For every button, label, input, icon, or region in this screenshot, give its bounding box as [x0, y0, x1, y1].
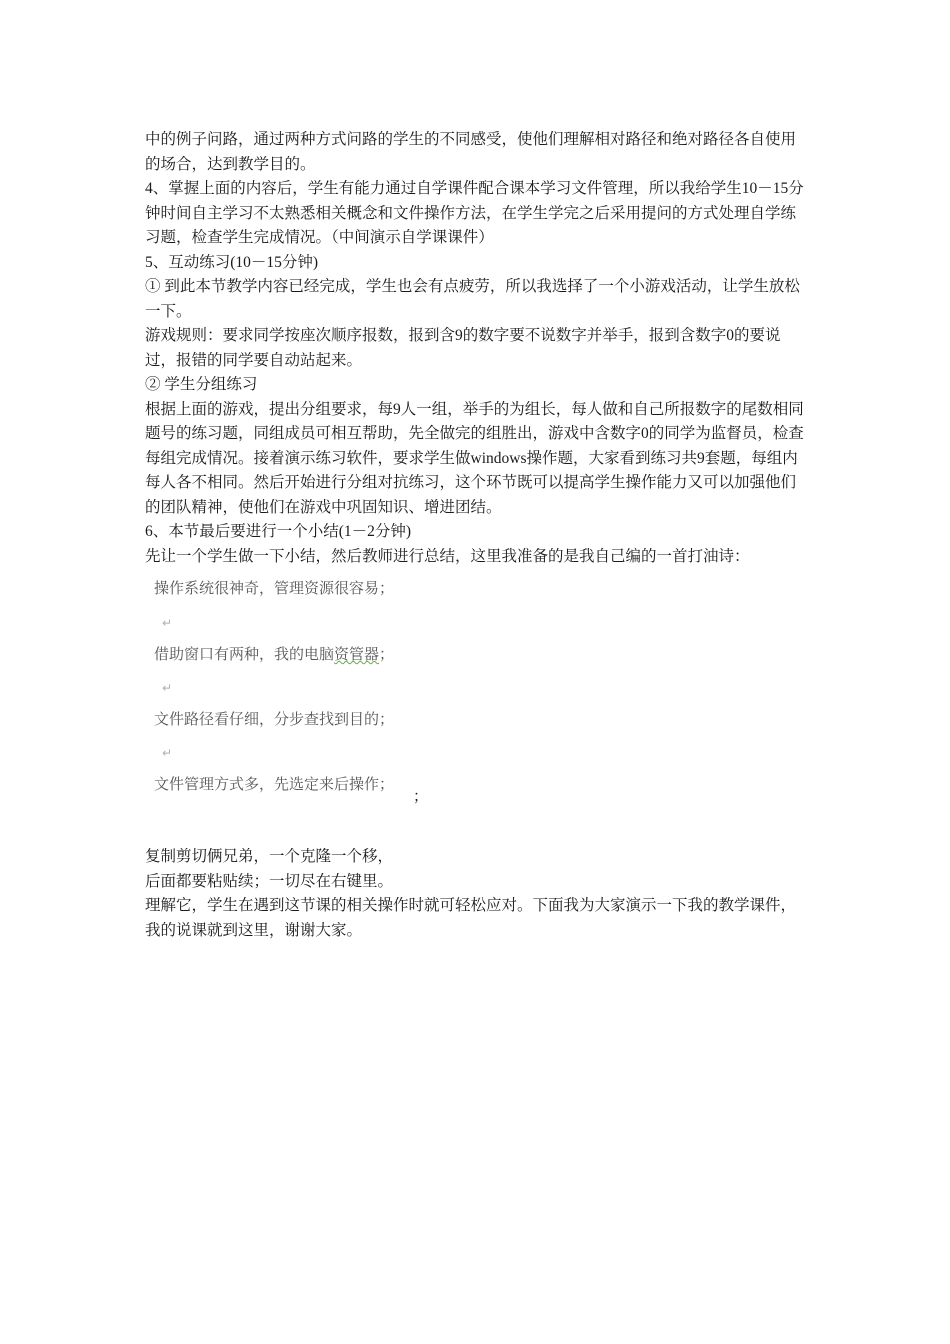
paragraph: 4、掌握上面的内容后，学生有能力通过自学课件配合课本学习文件管理，所以我给学生10－15分钟时间自主学习不太熟悉相关概念和文件操作方法，在学生学完之后采用提问的方式处理自学练习题，检查学生完成情况。（中间演示自学课课件） — [145, 180, 804, 246]
paragraph: 复制剪切俩兄弟，一个克隆一个移， — [145, 848, 394, 865]
paragraph: 5、互动练习(10－15分钟) — [145, 253, 319, 271]
return-mark-icon: ↵ — [162, 746, 173, 760]
trailing-semicolon: ； — [413, 789, 429, 805]
paragraph: 6、本节最后要进行一个小结(1－2分钟) — [145, 523, 412, 540]
poem-line — [154, 643, 394, 664]
paragraph: ② 学生分组练习 — [145, 376, 258, 393]
paragraph: 先让一个学生做一下小结，然后教师进行总结，这里我准备的是我自己编的一首打油诗： — [145, 547, 750, 565]
paragraph: 我的说课就到这里，谢谢大家。 — [145, 921, 363, 939]
poem-line-punct: ； — [379, 645, 395, 663]
return-mark-icon: ↵ — [162, 616, 173, 630]
paragraph: ① 到此本节教学内容已经完成，学生也会有点疲劳，所以我选择了一个小游戏活动，让学生放松一下。 — [145, 278, 800, 320]
body-text-upper — [145, 128, 810, 569]
return-mark-icon: ↵ — [162, 681, 173, 695]
poem-line: 操作系统很神奇，管理资源很容易； — [154, 579, 395, 597]
poem-line-text: 借助窗口有两种，我的电脑 — [154, 645, 335, 663]
spellcheck-underlined-text: 资管器 — [334, 645, 380, 663]
paragraph: 根据上面的游戏，提出分组要求，每9人一组，举手的为组长，每人做和自己所报数字的尾数相同题号的练习题，同组成员可相互帮助，先全做完的组胜出，游戏中含数字0的同学为监督员，检查每组完成情况。接着演示练习软件，要求学生做windows操作题，大家看到练习共9套题，每组内每人各不相同。然后开始进行分组对抗练习，这个环节既可以提高学生操作能力又可以加强他们的团队精神，使他们在游戏中巩固知识、增进团结。 — [145, 400, 804, 516]
paragraph: 后面都要粘贴续；一切尽在右键里。 — [145, 872, 394, 890]
paragraph: 中的例子问路，通过两种方式问路的学生的不同感受，使他们理解相对路径和绝对路径各自使用的场合，达到教学目的。 — [145, 131, 797, 173]
paragraph: 游戏规则：要求同学按座次顺序报数，报到含9的数字要不说数字并举手，报到含数字0的要说过，报错的同学要自动站起来。 — [145, 327, 781, 369]
poem-line: 文件路径看仔细，分步查找到目的； — [154, 710, 395, 728]
paragraph: 理解它，学生在遇到这节课的相关操作时就可轻松应对。下面我为大家演示一下我的教学课件， — [145, 897, 797, 914]
body-text-lower — [145, 845, 810, 943]
poem-line: 文件管理方式多，先选定来后操作； — [154, 775, 395, 793]
